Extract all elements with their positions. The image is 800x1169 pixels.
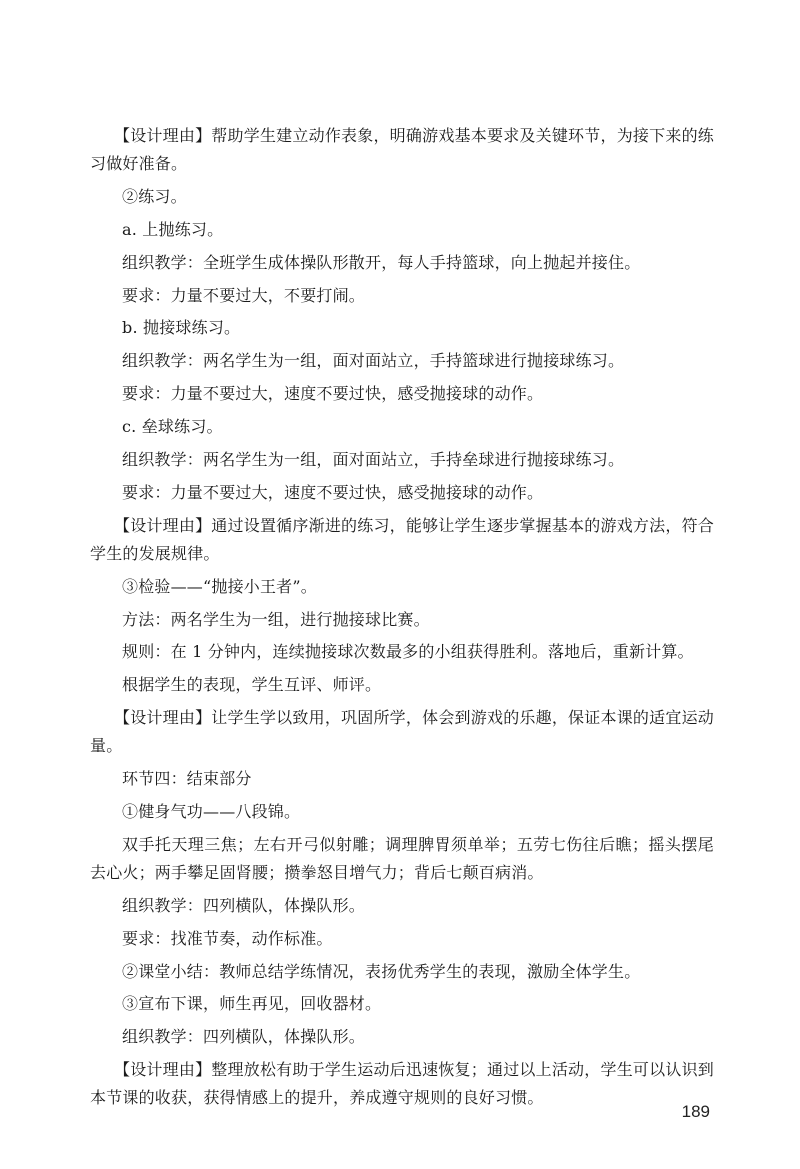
body-paragraph: ③宣布下课，师生再见，回收器材。	[122, 994, 382, 1014]
page-number: 189	[681, 1102, 710, 1121]
body-paragraph: c. 垒球练习。	[122, 417, 223, 437]
rationale-paragraph: 【设计理由】通过设置循序渐进的练习，能够让学生逐步掌握基本的游戏方法，符合学生的发展规律。	[90, 515, 714, 563]
body-paragraph: 根据学生的表现，学生互评、师评。	[122, 675, 382, 695]
body-paragraph: 规则：在 1 分钟内，连续抛接球次数最多的小组获得胜利。落地后，重新计算。	[122, 642, 694, 662]
rationale-paragraph: 【设计理由】整理放松有助于学生运动后迅速恢复；通过以上活动，学生可以认识到本节课的收获，获得情感上的提升，养成遵守规则的良好习惯。	[90, 1060, 714, 1108]
body-paragraph: b. 抛接球练习。	[122, 318, 241, 338]
rationale-paragraph: 【设计理由】帮助学生建立动作表象，明确游戏基本要求及关键环节，为接下来的练习做好准备。	[90, 126, 714, 173]
rationale-paragraph: 【设计理由】让学生学以致用，巩固所学，体会到游戏的乐趣，保证本课的适宜运动量。	[90, 708, 714, 756]
body-paragraph: 要求：找准节奏，动作标准。	[122, 928, 333, 948]
body-paragraph: 组织教学：全班学生成体操队形散开，每人手持篮球，向上抛起并接住。	[122, 252, 641, 272]
body-paragraph: 组织教学：四列横队，体操队形。	[122, 895, 366, 915]
body-paragraph: ②练习。	[122, 186, 187, 206]
body-paragraph: 组织教学：两名学生为一组，面对面站立，手持篮球进行抛接球练习。	[122, 351, 625, 371]
body-paragraph: ③检验——“抛接小王者”。	[122, 576, 317, 596]
body-paragraph: 方法：两名学生为一组，进行抛接球比赛。	[122, 609, 430, 629]
body-paragraph: ②课堂小结：教师总结学练情况，表扬优秀学生的表现，激励全体学生。	[122, 961, 641, 981]
body-paragraph: 要求：力量不要过大，速度不要过快，感受抛接球的动作。	[122, 482, 544, 502]
body-paragraph: ①健身气功——八段锦。	[122, 802, 301, 822]
section-heading: 环节四：结束部分	[122, 769, 252, 789]
body-paragraph: 组织教学：四列横队，体操队形。	[122, 1027, 366, 1047]
body-paragraph: 要求：力量不要过大，不要打闹。	[122, 285, 366, 305]
body-paragraph: 双手托天理三焦；左右开弓似射雕；调理脾胃须单举；五劳七伤往后瞧；摇头摆尾去心火；两手攀足固肾腰；攒拳怒目增气力；背后七颠百病消。	[90, 834, 714, 882]
body-paragraph: 要求：力量不要过大，速度不要过快，感受抛接球的动作。	[122, 384, 544, 404]
body-paragraph: 组织教学：两名学生为一组，面对面站立，手持垒球进行抛接球练习。	[122, 450, 625, 470]
page-body	[90, 122, 714, 1117]
body-paragraph: a. 上抛练习。	[122, 219, 224, 239]
